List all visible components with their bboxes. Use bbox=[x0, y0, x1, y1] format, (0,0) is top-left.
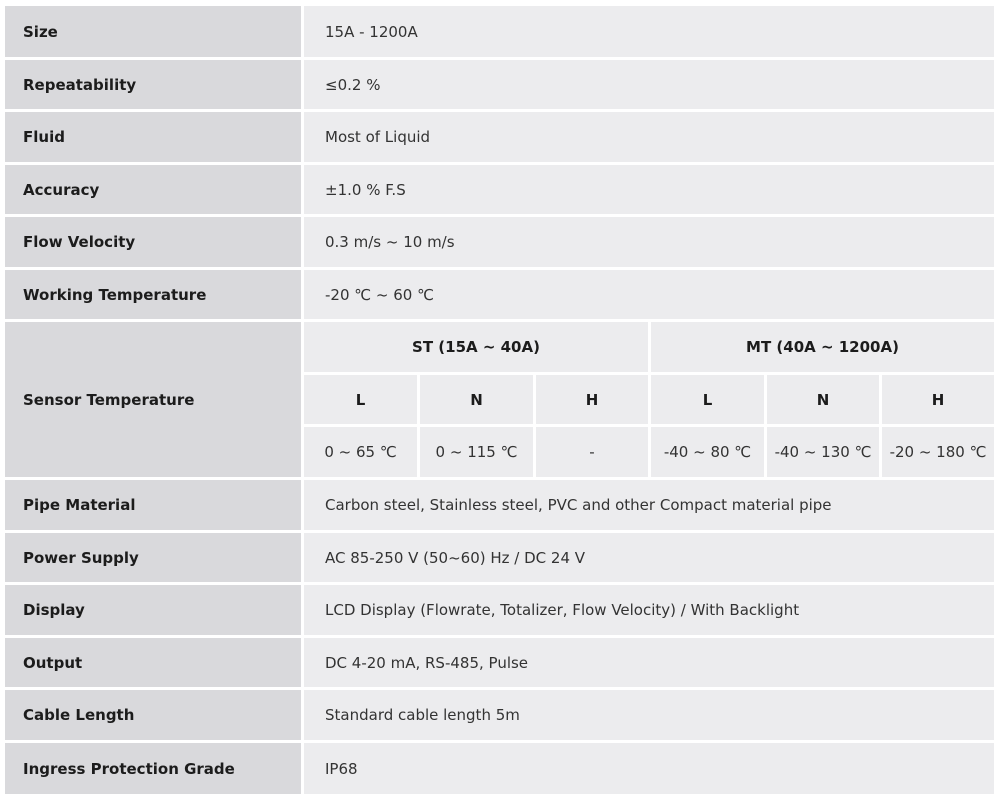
spec-label-fluid: Fluid bbox=[5, 112, 301, 162]
sensor-value-st-h: - bbox=[536, 427, 648, 477]
spec-label-display: Display bbox=[5, 585, 301, 635]
spec-label-ingress-protection: Ingress Protection Grade bbox=[5, 743, 301, 794]
sensor-value-st-n: 0 ~ 115 ℃ bbox=[420, 427, 533, 477]
spec-label-repeatability: Repeatability bbox=[5, 60, 301, 109]
spec-value-size: 15A - 1200A bbox=[304, 6, 994, 57]
spec-value-fluid: Most of Liquid bbox=[304, 112, 994, 162]
spec-label-cable-length: Cable Length bbox=[5, 690, 301, 740]
sensor-header-st-h: H bbox=[536, 375, 648, 424]
spec-label-sensor-temperature: Sensor Temperature bbox=[5, 322, 301, 477]
sensor-header-mt-n: N bbox=[767, 375, 879, 424]
spec-value-working-temperature: -20 ℃ ~ 60 ℃ bbox=[304, 270, 994, 319]
sensor-header-st-n: N bbox=[420, 375, 533, 424]
spec-value-ingress-protection: IP68 bbox=[304, 743, 994, 794]
spec-value-display: LCD Display (Flowrate, Totalizer, Flow Velocity) / With Backlight bbox=[304, 585, 994, 635]
sensor-value-st-l: 0 ~ 65 ℃ bbox=[304, 427, 417, 477]
spec-value-cable-length: Standard cable length 5m bbox=[304, 690, 994, 740]
spec-value-flow-velocity: 0.3 m/s ~ 10 m/s bbox=[304, 217, 994, 267]
sensor-header-mt-h: H bbox=[882, 375, 994, 424]
sensor-value-mt-n: -40 ~ 130 ℃ bbox=[767, 427, 879, 477]
spec-label-accuracy: Accuracy bbox=[5, 165, 301, 214]
sensor-value-mt-h: -20 ~ 180 ℃ bbox=[882, 427, 994, 477]
spec-value-power-supply: AC 85-250 V (50~60) Hz / DC 24 V bbox=[304, 533, 994, 582]
sensor-header-mt-l: L bbox=[651, 375, 764, 424]
spec-label-power-supply: Power Supply bbox=[5, 533, 301, 582]
sensor-group-st: ST (15A ~ 40A) bbox=[304, 322, 648, 372]
spec-value-output: DC 4-20 mA, RS-485, Pulse bbox=[304, 638, 994, 687]
sensor-header-st-l: L bbox=[304, 375, 417, 424]
spec-value-pipe-material: Carbon steel, Stainless steel, PVC and other Compact material pipe bbox=[304, 480, 994, 530]
spec-label-working-temperature: Working Temperature bbox=[5, 270, 301, 319]
spec-label-size: Size bbox=[5, 6, 301, 57]
sensor-value-mt-l: -40 ~ 80 ℃ bbox=[651, 427, 764, 477]
spec-value-accuracy: ±1.0 % F.S bbox=[304, 165, 994, 214]
spec-label-output: Output bbox=[5, 638, 301, 687]
spec-label-pipe-material: Pipe Material bbox=[5, 480, 301, 530]
spec-value-repeatability: ≤0.2 % bbox=[304, 60, 994, 109]
sensor-group-mt: MT (40A ~ 1200A) bbox=[651, 322, 994, 372]
spec-label-flow-velocity: Flow Velocity bbox=[5, 217, 301, 267]
